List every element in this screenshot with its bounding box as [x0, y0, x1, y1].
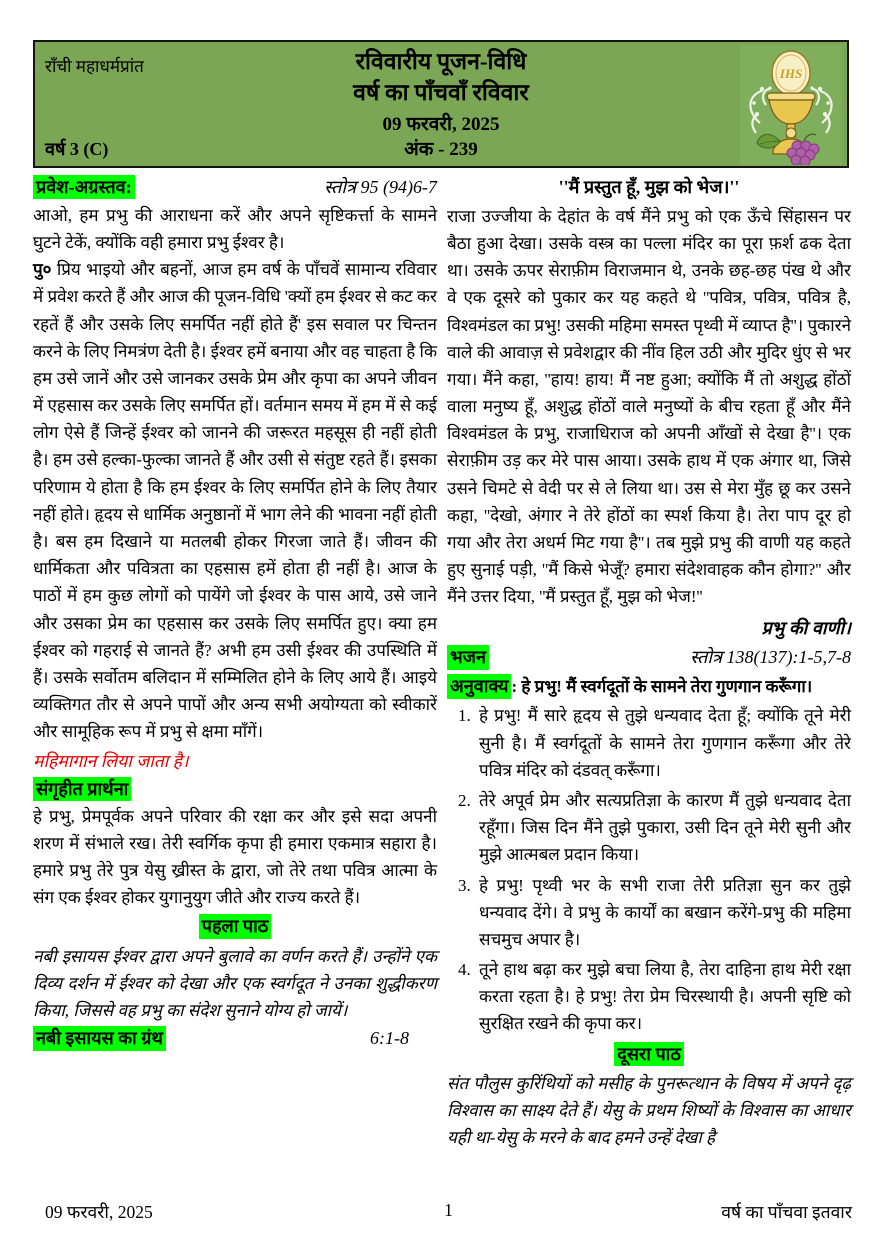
psalm-verse: 2. तेरे अपूर्व प्रेम और सत्यप्रतिज्ञा के कारण मैं तुझे धन्यवाद देता रहूँगा। जिस दिन मैंने तुझे पुकारा, उसी दिन तूने मेरी सुनी और मुझे आत्मबल प्रदान किया।: [475, 787, 851, 869]
entrance-antiphon: आओ, हम प्रभु की आराधना करें और अपने सृष्टिकर्त्ता के सामने घुटने टेकें, क्योंकि वही हमारा प्रभु ईश्वर है।: [33, 205, 437, 252]
first-reading-source-row: [33, 1024, 437, 1053]
priest-lead: पु०: [33, 260, 52, 280]
reading-ending: प्रभु की वाणी।: [761, 617, 851, 638]
diocese-name: राँची महाधर्मप्रांत: [45, 57, 144, 76]
entrance-heading: प्रवेश-अग्रस्तव:: [33, 175, 135, 199]
psalm-verse-list: [447, 702, 851, 1037]
first-reading-heading: पहला पाठ: [199, 914, 272, 938]
issue-date: 09 फरवरी, 2025: [382, 113, 500, 135]
psalm-heading-row: [447, 643, 851, 672]
psalm-verse: 1. हे प्रभु! मैं सारे हृदय से तुझे धन्यवाद देता हूँ; क्योंकि तूने मेरी सुनी है। मैं स्वर्गदूतों के सामने तेरा गुणगान करूँगा और तेरे पवित्र मंदिर को दंडवत् करूँगा।: [475, 702, 851, 784]
psalm-verse: 4. तूने हाथ बढ़ा कर मुझे बचा लिया है, तेरा दाहिना हाथ मेरी रक्षा करता रहता है। हे प्रभु! तेरा प्रेम चिरस्थायी है। अपनी सृष्टि को सुरक्षित रखने की कृपा कर।: [475, 956, 851, 1038]
psalm-heading: भजन: [447, 645, 489, 669]
masthead: [33, 40, 849, 168]
priest-introduction-text: प्रिय भाइयो और बहनों, आज हम वर्ष के पाँचवें सामान्य रविवार में प्रवेश करते हैं और आज की पूजन-विधि 'क्यों हम ईश्वर से कट कर रहतें हैं और उसके लिए समर्पित नहीं होते हैं' इस सवाल पर चिन्तन करने के लिए निमत्रंण देती है। ईश्वर हमें बनाया और वह चाहता है कि हम उसे जानें और उसे जानकर उसके प्रेम और कृपा का अपने जीवन में एहसास कर उसके लिए समर्पित हों। वर्तमान समय में हम में से कई लोग ऐसे हैं जिन्हें ईश्वर को जानने की जरूरत महसूस ही नहीं होती है। हम उसे हल्का-फुल्का जानते हैं और उसी से संतुष्ट रहते हैं। इसका परिणाम ये होता है कि हम ईश्वर के लिए समर्पित होने के लिए तैयार नहीं होते। हृदय से धार्मिक अनुष्ठानों में भाग लेने की भावना नहीं होती है। बस हम दिखाने या मतलबी होकर गिरजा जाते हैं। जीवन की धार्मिकता और पवित्रता का एहसास हमें होता ही नहीं है। आज के पाठों में हम कुछ लोगों को पायेंगे जो ईश्वर के पास आये, उसे जाने और उसका प्रेम का एहसास कर उसके लिए समर्पित हुए। क्या हम ईश्वर को गहराई से जानते हैं? अभी हम उसी ईश्वर की उपस्थिति में हैं। उसके सर्वोतम बलिदान में सम्मिलित होने के लिए आये हैं। आइये व्यक्तिगत तौर से अपने पापों और अन्य सभी अयोग्यता को स्वीकारें और सामूहिक रूप में प्रभु से क्षमा माँगें।: [33, 260, 438, 742]
psalm-antiphon-label: अनुवाक्य: [447, 674, 511, 698]
footer-date: 09 फरवरी, 2025: [45, 1202, 153, 1222]
collect-text: हे प्रभु, प्रेमपूर्वक अपने परिवार की रक्षा कर और इसे सदा अपनी शरण में संभाले रख। तेरी स्वर्गिक कृपा ही हमारा एकमात्र सहारा है। हमारे प्रभु तेरे पुत्र येसु ख्रीस्त के द्वारा, जो तेरे तथा पवित्र आत्मा के संग एक ईश्वर होकर युगानुयुग जीते और राज्य करते हैं।: [33, 806, 437, 908]
reading-quote-title: ''मैं प्रस्तुत हूँ, मुझ को भेज।'': [558, 177, 740, 197]
gloria-rubric: महिमागान लिया जाता है।: [33, 750, 189, 771]
second-reading-intro: संत पौलुस कुरिंथियों को मसीह के पुनरूत्थान के विषय में अपने दृढ़ विश्वास का साक्ष्य देते हैं। येसु के प्रथम शिष्यों के विश्वास का आधार यही था-येसु के मरने के बाद हमने उन्हें देखा है: [447, 1073, 851, 1148]
right-column: [447, 173, 851, 1151]
entrance-reference: स्तोत्र 95 (94)6-7: [324, 177, 437, 197]
first-reading-reference: 6:1-8: [370, 1028, 409, 1049]
chalice-host-icon: [740, 45, 842, 165]
sunday-title: वर्ष का पाँचवाँ रविवार: [353, 79, 529, 105]
issue-number: अंक - 239: [404, 139, 478, 161]
psalm-verse: 3. हे प्रभु! पृथ्वी भर के सभी राजा तेरी प्रतिज्ञा सुन कर तुझे धन्यवाद देंगे। वे प्रभु के कार्यों का बखान करेंगे-प्रभु की महिमा सचमुच अपार है।: [475, 872, 851, 954]
year-cycle: वर्ष 3 (C): [45, 139, 109, 159]
masthead-center: [35, 48, 847, 162]
page-footer: [33, 1200, 852, 1224]
psalm-antiphon-text: : हे प्रभु! मैं स्वर्गदूतों के सामने तेरा गुणगान करूँगा।: [511, 677, 813, 697]
first-reading-heading-row: [33, 913, 437, 940]
first-reading-intro: नबी इसायस ईश्वर द्वारा अपने बुलावे का वर्णन करते हैं। उन्होंने एक दिव्य दर्शन में ईश्वर को देखा और एक स्वर्गदूत ने उनका शुद्धीकरण किया, जिससे वह प्रभु का संदेश सुनाने योग्य हो जायें।: [33, 946, 437, 1021]
footer-label: वर्ष का पाँचवा इतवार: [721, 1202, 852, 1222]
second-reading-heading-row: [447, 1041, 851, 1068]
ihs-monogram: IHS: [779, 66, 803, 81]
bulletin-title: रविवारीय पूजन-विधि: [355, 49, 527, 74]
entrance-heading-row: [33, 173, 437, 202]
collect-heading-row: [33, 776, 437, 803]
footer-page-number: 1: [444, 1200, 453, 1220]
priest-introduction: [33, 256, 437, 745]
first-reading-text: राजा उज्जीया के देहांत के वर्ष मैंने प्रभु को एक ऊँचे सिंहासन पर बैठा हुआ देखा। उसके वस्त्र का पल्ला मंदिर का पूरा फ़र्श ढक देता था। उसके ऊपर सेराफ़ीम विराजमान थे, उनके छह-छह पंख थे और वे एक दूसरे को पुकार कर यह कहते थे ''पवित्र, पवित्र, पवित्र है, विश्वमंडल का प्रभु! उसकी महिमा समस्त पृथ्वी में व्याप्त है''। पुकारने वाले की आवाज़ से प्रवेशद्वार की नींव हिल उठी और मुदिर धुंए से भर गया। मैंने कहा, ''हाय! हाय! मैं नष्ट हुआ; क्योंकि मैं तो अशुद्ध होंठों वाला मनुष्य हूँ, अशुद्ध होंठों वाले मनुष्यों के बीच रहता हूँ और मैंने विश्वमंडल के प्रभु, राजाधिराज को अपनी आँखों से देखा है''। एक सेराफ़ीम उड़ कर मेरे पास आया। उसके हाथ में एक अंगार था, जिसे उसने चिमटे से वेदी पर से ले लिया था। उस से मेरा मुँह छू कर उसने कहा, ''देखो, अंगार ने तेरे होंठों का स्पर्श किया है। तेरा पाप दूर हो गया और तेरा अधर्म मिट गया है''। तब मुझे प्रभु की वाणी यह कहते हुए सुनाई पड़ी, ''मैं किसे भेजूँ? हमारा संदेशवाहक कौन होगा?'' और मैंने उत्तर दिया, ''मैं प्रस्तुत हूँ, मुझ को भेज!'': [447, 206, 851, 607]
left-column: [33, 173, 437, 1151]
psalm-antiphon: [447, 673, 851, 700]
psalm-reference: स्तोत्र 138(137):1-5,7-8: [690, 647, 851, 668]
first-reading-source: नबी इसायस का ग्रंथ: [33, 1026, 166, 1050]
content-columns: [33, 173, 852, 1151]
second-reading-heading: दूसरा पाठ: [614, 1042, 684, 1066]
collect-heading: संगृहीत प्रार्थना: [33, 777, 131, 801]
